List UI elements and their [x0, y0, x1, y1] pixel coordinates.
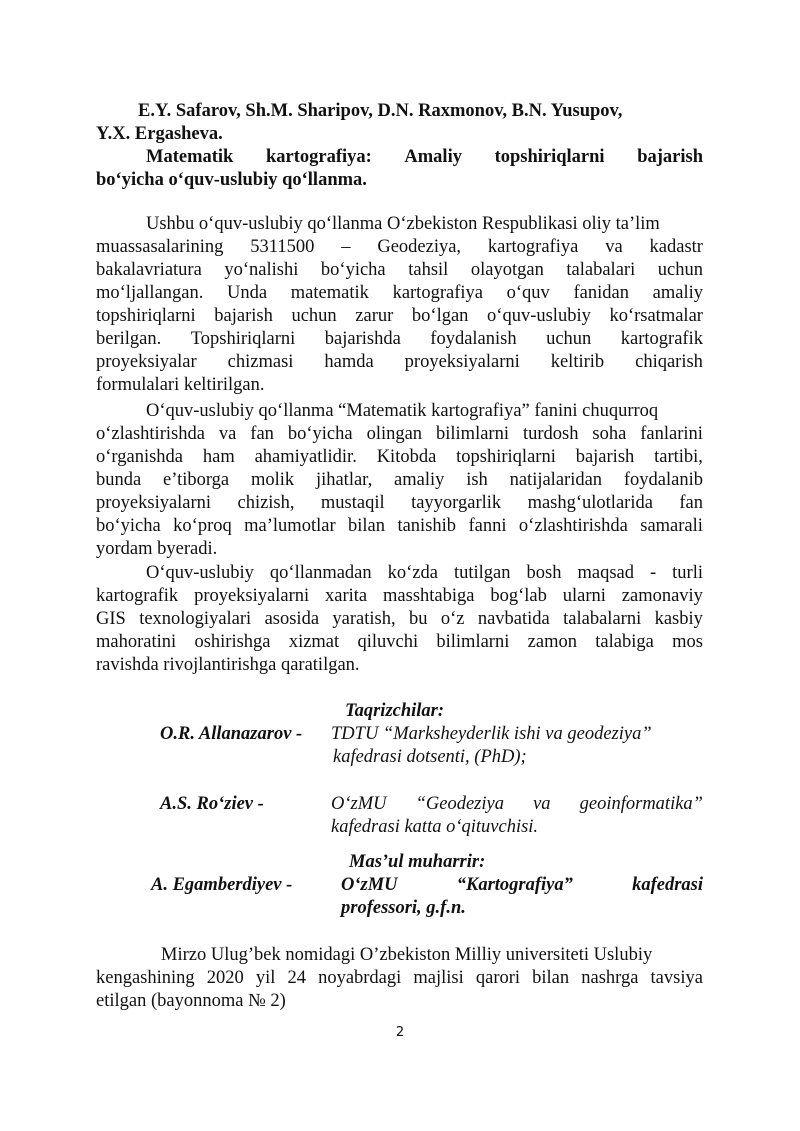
text-word: Unda [227, 283, 268, 303]
text-word: Kitobda [376, 447, 437, 467]
text-word: mustaqil [320, 493, 385, 513]
text-word: formulalari keltirilgan. [96, 375, 265, 395]
text-word: Geodeziya, [377, 237, 462, 257]
text-word: uchun [291, 306, 337, 326]
text-word: kartografiya [487, 237, 579, 257]
text-word: chizmasi [227, 352, 294, 372]
text-word: bo‘yicha [96, 516, 161, 536]
text-word: kengashining [96, 968, 195, 988]
text-word: mo‘ljallangan. [96, 283, 204, 303]
text-word: bilan [348, 516, 386, 536]
text-word: etilgan (bayonnoma № 2) [96, 991, 286, 1011]
text-word: talabalari [566, 260, 636, 280]
text-word: amaliy [652, 283, 703, 303]
title-word: kartografiya: [265, 147, 372, 167]
text-word: bog‘lab [490, 586, 547, 606]
editor-heading: Mas’ul muharrir: [349, 852, 486, 872]
text-line [161, 944, 703, 967]
text-word: Ushbu o‘quv-uslubiy qo‘llanma O‘zbekiston Respublikasi oliy ta’lim [146, 214, 660, 234]
text-word: foydalanib [623, 470, 703, 490]
text-word: yo‘nalishi [224, 260, 299, 280]
text-word: va [605, 237, 623, 257]
text-word: bilimlarni [436, 424, 509, 444]
text-word: noyabrdagi [318, 968, 402, 988]
text-word: kasbiy [654, 609, 703, 629]
text-word: bo‘yicha [320, 260, 386, 280]
text-word: olayotgan [470, 260, 544, 280]
text-word: proyeksiyalarni [194, 586, 310, 606]
text-word: ish [466, 470, 488, 490]
text-line [96, 374, 703, 397]
text-word: jihatlar, [315, 470, 373, 490]
text-word: kartografiya [392, 283, 483, 303]
text-word: proyeksiyalarni [404, 352, 520, 372]
text-word: tayyorgarlik [411, 493, 502, 513]
text-word: qiluvchi [357, 632, 419, 652]
text-word: talabiga [595, 632, 654, 652]
text-word: mahoratini [96, 632, 177, 652]
text-line [96, 259, 703, 282]
text-word: tavsiya [650, 968, 703, 988]
text-word: chiqarish [635, 352, 703, 372]
text-word: o‘rganishda [96, 447, 183, 467]
text-word: kartografik [620, 329, 703, 349]
text-line [96, 305, 703, 328]
text-word: fanni [468, 516, 507, 536]
text-word: fanidan [573, 283, 629, 303]
text-word: tahsil [408, 260, 449, 280]
text-word: bajarish [214, 306, 273, 326]
text-word: ravishda rivojlantirishga qaratilgan. [96, 655, 360, 675]
text-word: zarur [355, 306, 394, 326]
editor-affiliation-line-2: professori, g.f.n. [341, 898, 466, 918]
authors-line-1: E.Y. Safarov, Sh.M. Sharipov, D.N. Raxmonov, B.N. Yusupov, [138, 101, 623, 121]
reviewer-affiliation-line-1 [331, 793, 703, 816]
text-word: keltirib [550, 352, 605, 372]
text-word: – [341, 237, 351, 257]
text-line [96, 967, 703, 990]
affiliation-word: O‘zMU [331, 794, 387, 814]
text-word: O‘quv-uslubiy qo‘llanma “Matematik kartografiya” fanini chuqurroq [146, 401, 659, 421]
title-line-2: bo‘yicha o‘quv-uslubiy qo‘llanma. [96, 170, 367, 190]
text-line [96, 236, 703, 259]
text-word: oshirishga [194, 632, 271, 652]
text-word: talabalarni [563, 609, 642, 629]
text-word: qarori [475, 968, 521, 988]
text-word: e’tiborga [163, 470, 230, 490]
text-word: berilgan. [96, 329, 162, 349]
text-word: turli [672, 563, 703, 583]
reviewer-name: O.R. Allanazarov - [160, 724, 303, 744]
text-word: hamda [324, 352, 374, 372]
reviewer-name: A.S. Ro‘ziev - [160, 794, 264, 814]
text-word: o‘quv [506, 283, 550, 303]
text-word: yaratish, [332, 609, 396, 629]
text-word: tartibi, [654, 447, 703, 467]
text-word: yordam byeradi. [96, 539, 218, 559]
affiliation-word: va [533, 794, 551, 814]
title-word: Matematik [146, 147, 234, 167]
title-word: topshiriqlarni [494, 147, 605, 167]
affiliation-word: kafedrasi [632, 875, 703, 895]
text-word: zamon [527, 632, 577, 652]
affiliation-word: geoinformatika” [579, 794, 703, 814]
text-word: bajarishda [324, 329, 401, 349]
text-line [96, 631, 703, 654]
text-word: 24 [287, 968, 306, 988]
reviewer-affiliation-line-2: kafedrasi katta o‘qituvchisi. [331, 817, 539, 837]
text-word: masshtabiga [383, 586, 475, 606]
text-word: natijalaridan [509, 470, 603, 490]
text-word: turdosh [522, 424, 579, 444]
text-word: O‘quv-uslubiy [146, 563, 254, 583]
text-word: bilimlarni [436, 632, 510, 652]
text-word: fanlarini [640, 424, 703, 444]
text-word: o‘quv-uslubiy [487, 306, 591, 326]
text-line [96, 608, 703, 631]
text-word: olingan [366, 424, 423, 444]
text-line [96, 328, 703, 351]
text-line [146, 562, 703, 585]
text-word: bo‘yicha [287, 424, 353, 444]
text-word: qo‘llanmadan [269, 563, 372, 583]
text-word: asosida [264, 609, 320, 629]
text-word: o‘zlashtirishda [96, 424, 205, 444]
affiliation-word: “Geodeziya [415, 794, 504, 814]
text-word: ularni [562, 586, 606, 606]
text-line [96, 492, 703, 515]
text-line [96, 990, 703, 1013]
text-word: xarita [325, 586, 368, 606]
affiliation-word: “Kartografiya” [456, 875, 573, 895]
title-line-1 [146, 146, 703, 169]
text-word: topshiriqlarni [96, 306, 196, 326]
text-word: majlisi [413, 968, 464, 988]
text-word: muassasalarining [96, 237, 224, 257]
text-word: bunda [96, 470, 142, 490]
text-word: ko‘zda [387, 563, 438, 583]
reviewer-affiliation-line-2: kafedrasi dotsenti, (PhD); [333, 747, 527, 767]
text-line [96, 515, 703, 538]
reviewer-affiliation-line-1: TDTU “Marksheyderlik ishi va geodeziya” [331, 724, 652, 744]
text-word: ma’lumotlar [244, 516, 336, 536]
text-word: foydalanish [430, 329, 517, 349]
text-word: bo‘lgan [411, 306, 469, 326]
text-word: bilan [532, 968, 570, 988]
page-number: 2 [395, 1025, 405, 1040]
text-word: ko‘rsatmalar [609, 306, 703, 326]
text-word: nashrga [581, 968, 639, 988]
affiliation-word: O‘zMU [341, 875, 398, 895]
text-line [146, 400, 703, 423]
text-line [96, 469, 703, 492]
text-word: bu [408, 609, 428, 629]
text-word: o‘zlashtirishda [518, 516, 628, 536]
text-word: samarali [640, 516, 703, 536]
text-line [96, 538, 703, 561]
text-word: o‘z [440, 609, 465, 629]
text-word: mos [672, 632, 703, 652]
text-word: molik [250, 470, 295, 490]
text-word: kartografik [96, 586, 179, 606]
editor-name: A. Egamberdiyev - [151, 875, 293, 895]
text-word: matematik [290, 283, 369, 303]
text-line [96, 585, 703, 608]
text-word: fan [250, 424, 274, 444]
text-word: bajarish [575, 447, 635, 467]
text-line [146, 213, 703, 236]
editor-affiliation-line-1 [341, 874, 703, 897]
text-word: uchun [657, 260, 703, 280]
text-word: amaliy [394, 470, 445, 490]
text-word: navbatida [477, 609, 550, 629]
title-word: Amaliy [404, 147, 462, 167]
text-word: maqsad [577, 563, 634, 583]
reviewers-heading: Taqrizchilar: [345, 701, 445, 721]
text-word: Mirzo Ulug’bek nomidagi O’zbekiston Milliy universiteti Uslubiy [161, 945, 653, 965]
text-word: bakalavriatura [96, 260, 202, 280]
text-line [96, 446, 703, 469]
text-word: zamonaviy [621, 586, 703, 606]
text-line [96, 351, 703, 374]
text-word: fan [679, 493, 703, 513]
text-word: tanishib [397, 516, 457, 536]
text-word: ham [202, 447, 235, 467]
text-line [96, 282, 703, 305]
text-word: - [649, 563, 657, 583]
text-word: va [218, 424, 237, 444]
text-line [96, 423, 703, 446]
text-word: soha [592, 424, 627, 444]
text-word: chizish, [237, 493, 295, 513]
text-word: uchun [546, 329, 592, 349]
text-word: bosh [526, 563, 562, 583]
text-word: 2020 [206, 968, 244, 988]
text-word: topshiriqlarni [456, 447, 556, 467]
text-word: texnologiyalari [139, 609, 252, 629]
text-word: ahamiyatlidir. [254, 447, 357, 467]
text-word: proyeksiyalar [96, 352, 197, 372]
text-word: yil [255, 968, 276, 988]
text-word: kadastr [649, 237, 703, 257]
title-word: bajarish [637, 147, 703, 167]
text-word: xizmat [288, 632, 340, 652]
text-word: ko‘proq [173, 516, 232, 536]
text-word: 5311500 [250, 237, 315, 257]
authors-line-2: Y.X. Ergasheva. [96, 124, 223, 144]
text-word: tutilgan [453, 563, 511, 583]
text-word: Topshiriqlarni [190, 329, 296, 349]
text-word: proyeksiyalarni [96, 493, 212, 513]
text-word: mashg‘ulotlarida [527, 493, 653, 513]
text-word: GIS [96, 609, 126, 629]
text-line [96, 654, 703, 677]
